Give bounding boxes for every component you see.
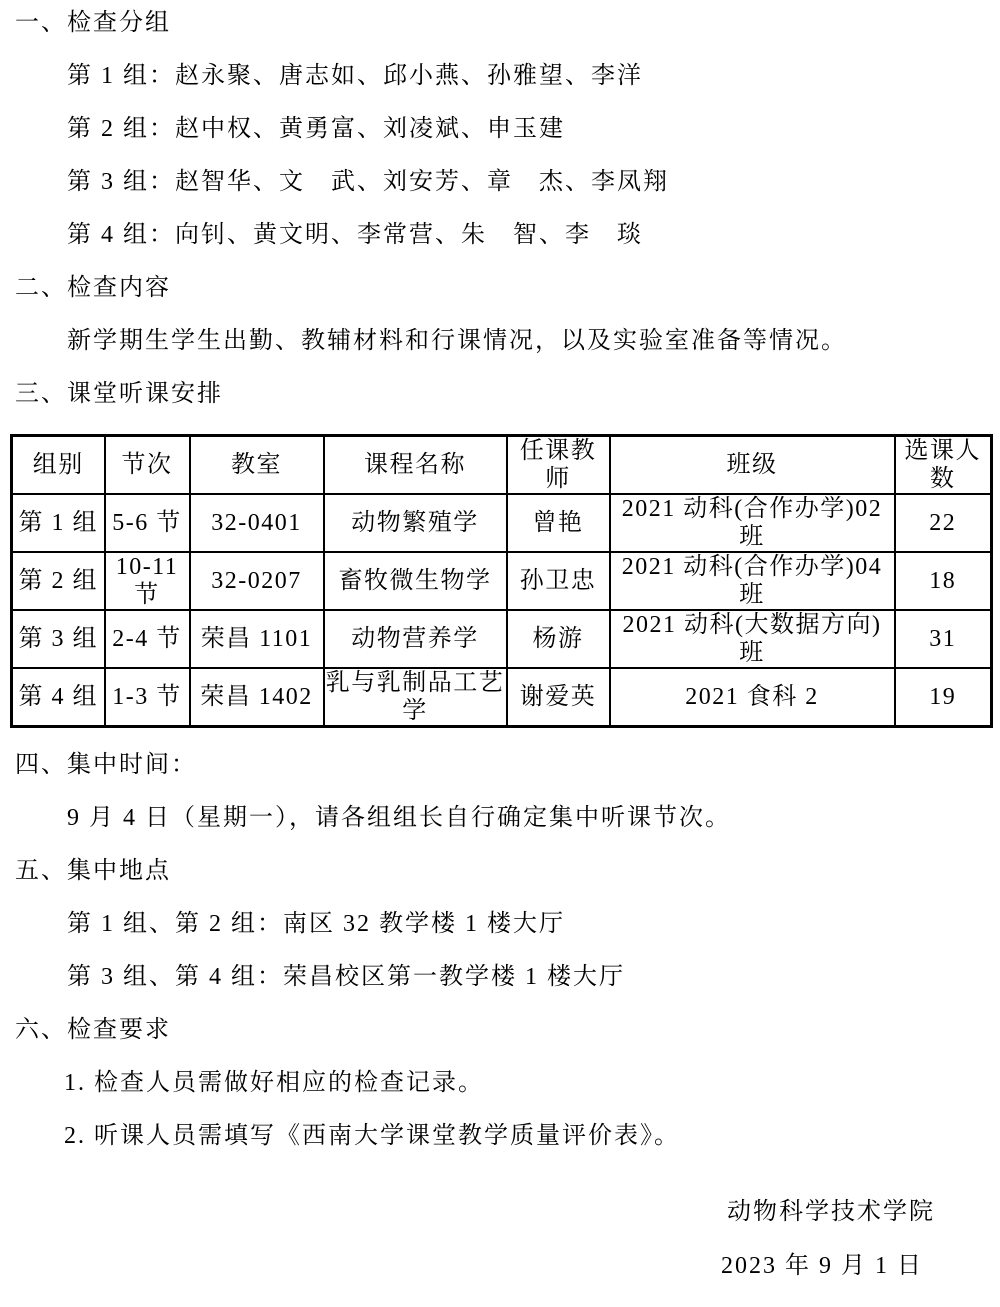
cell-teacher: 曾艳 xyxy=(507,494,610,552)
section-1-title: 一、检查分组 xyxy=(15,10,171,36)
cell-class: 2021 动科(合作办学)04 班 xyxy=(610,552,895,610)
table-row xyxy=(12,552,992,610)
signature-block xyxy=(0,1199,1000,1280)
cell-group: 第 1 组 xyxy=(12,494,105,552)
section-4-body: 9 月 4 日（星期一），请各组组长自行确定集中听课节次。 xyxy=(67,805,731,831)
group-2-members: 第 2 组：赵中权、黄勇富、刘凌斌、申玉建 xyxy=(67,116,565,142)
cell-period: 5-6 节 xyxy=(105,494,190,552)
cell-group: 第 4 组 xyxy=(12,668,105,727)
location-groups-3-4: 第 3 组、第 4 组：荣昌校区第一教学楼 1 楼大厅 xyxy=(67,964,625,990)
cell-room: 32-0401 xyxy=(190,494,324,552)
cell-room: 荣昌 1402 xyxy=(190,668,324,727)
cell-class: 2021 动科(合作办学)02 班 xyxy=(610,494,895,552)
group-4-members: 第 4 组：向钊、黄文明、李常营、朱 智、李 琰 xyxy=(67,222,643,248)
table-row xyxy=(12,610,992,668)
header-cell-course: 课程名称 xyxy=(324,436,507,495)
cell-group: 第 3 组 xyxy=(12,610,105,668)
section-2-title: 二、检查内容 xyxy=(15,275,171,301)
group-3-members: 第 3 组：赵智华、文 武、刘安芳、章 杰、李凤翔 xyxy=(67,169,669,195)
location-groups-1-2: 第 1 组、第 2 组：南区 32 教学楼 1 楼大厅 xyxy=(67,911,565,937)
cell-room: 32-0207 xyxy=(190,552,324,610)
section-2-body: 新学期生学生出勤、教辅材料和行课情况，以及实验室准备等情况。 xyxy=(67,328,847,354)
group-1-members: 第 1 组：赵永聚、唐志如、邱小燕、孙雅望、李洋 xyxy=(67,63,643,89)
cell-course: 畜牧微生物学 xyxy=(324,552,507,610)
section-3-title: 三、课堂听课安排 xyxy=(15,381,223,407)
table-header-row xyxy=(12,436,992,495)
cell-class: 2021 食科 2 xyxy=(610,668,895,727)
cell-course: 动物繁殖学 xyxy=(324,494,507,552)
cell-class: 2021 动科(大数据方向)班 xyxy=(610,610,895,668)
cell-teacher: 孙卫忠 xyxy=(507,552,610,610)
signature-college: 动物科学技术学院 xyxy=(727,1199,935,1225)
requirement-item-2: 2. 听课人员需填写《西南大学课堂教学质量评价表》。 xyxy=(64,1123,680,1149)
cell-room: 荣昌 1101 xyxy=(190,610,324,668)
requirement-item-1: 1. 检查人员需做好相应的检查记录。 xyxy=(64,1070,484,1096)
cell-enrolled: 18 xyxy=(895,552,992,610)
header-cell-class: 班级 xyxy=(610,436,895,495)
cell-enrolled: 31 xyxy=(895,610,992,668)
header-cell-room: 教室 xyxy=(190,436,324,495)
header-cell-teacher: 任课教师 xyxy=(507,436,610,495)
cell-period: 10-11 节 xyxy=(105,552,190,610)
cell-enrolled: 22 xyxy=(895,494,992,552)
cell-teacher: 杨游 xyxy=(507,610,610,668)
class-observation-table xyxy=(10,434,993,728)
header-cell-group: 组别 xyxy=(12,436,105,495)
table-row xyxy=(12,494,992,552)
header-cell-enrolled: 选课人数 xyxy=(895,436,992,495)
cell-course: 动物营养学 xyxy=(324,610,507,668)
cell-course: 乳与乳制品工艺学 xyxy=(324,668,507,727)
section-4-title: 四、集中时间： xyxy=(15,752,197,778)
header-cell-period: 节次 xyxy=(105,436,190,495)
section-6-title: 六、检查要求 xyxy=(15,1017,171,1043)
cell-group: 第 2 组 xyxy=(12,552,105,610)
table-row xyxy=(12,668,992,727)
section-5-title: 五、集中地点 xyxy=(15,858,171,884)
cell-teacher: 谢爱英 xyxy=(507,668,610,727)
cell-period: 2-4 节 xyxy=(105,610,190,668)
signature-date: 2023 年 9 月 1 日 xyxy=(721,1253,923,1279)
cell-period: 1-3 节 xyxy=(105,668,190,727)
cell-enrolled: 19 xyxy=(895,668,992,727)
